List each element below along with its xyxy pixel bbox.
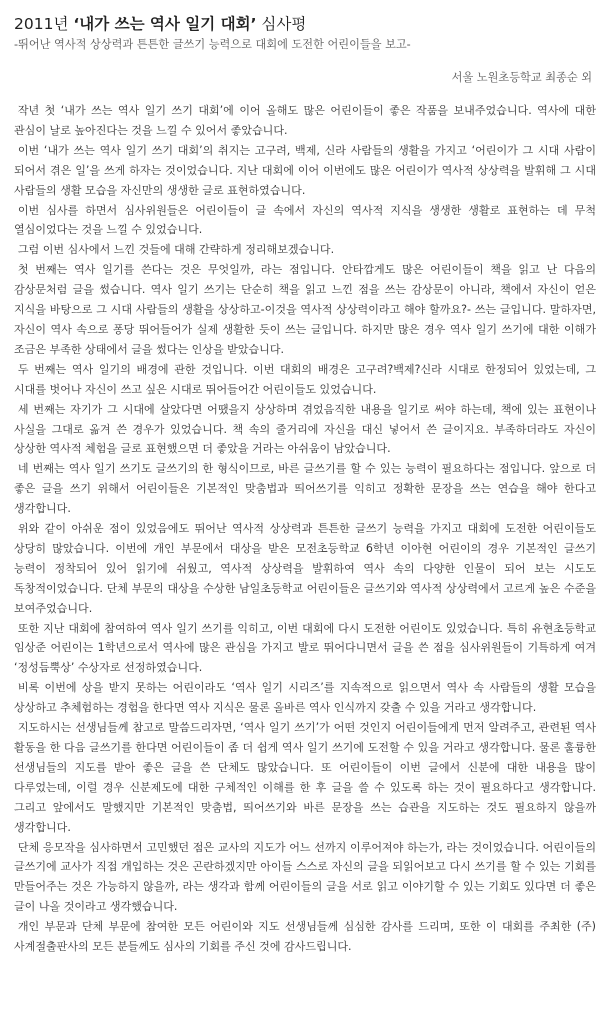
- paragraph: 첫 번째는 역사 일기를 쓴다는 것은 무엇일까, 라는 점입니다. 안타깝게도 많은 어린이들이 책을 읽고 난 다음의 감상문처럼 글을 썼습니다. 역사 일기 쓰기는 단순히 책을 읽고 느낀 점을 쓰는 감상문이 아니라, 책에서 자신이 얻은 지식을 바탕으로 그 시대 사람들의 생활을 상상하고-이것을 역사적 상상력이라고 해야 할까요?- 쓰는 글입니다. 말하자면, 자신이 역사 속으로 퐁당 뛰어들어가 실제 생활한 듯이 쓰는 글입니다. 하지만 많은 경우 역사 일기 쓰기에 대한 이해가 조금은 부족한 상태에서 글을 썼다는 인상을 받았습니다.: [14, 263, 596, 356]
- paragraph: 세 번째는 자기가 그 시대에 살았다면 어땠을지 상상하며 겪었음직한 내용을 일기로 써야 하는데, 책에 있는 표현이나 사실을 그대로 옮겨 쓴 경우가 있었습니다. 책 속의 줄거리에 자신을 대신 넣어서 쓴 글이지요. 부족하더라도 자신이 상상한 역사적 체험을 글로 표현했으면 더 좋았을 거라는 아쉬움이 남았습니다.: [14, 402, 596, 456]
- review-body: [14, 101, 596, 957]
- paragraph: 네 번째는 역사 일기 쓰기도 글쓰기의 한 형식이므로, 바른 글쓰기를 할 수 있는 능력이 필요하다는 점입니다. 앞으로 더 좋은 글을 쓰기 위해서 어린이들은 기본적인 맞춤법과 띄어쓰기를 익히고 정확한 문장을 쓰는 연습을 해야 한다고 생각합니다.: [14, 462, 596, 516]
- paragraph: 단체 응모작을 심사하면서 고민했던 점은 교사의 지도가 어느 선까지 이루어져야 하는가, 라는 것이었습니다. 어린이들의 글쓰기에 교사가 직접 개입하는 것은 곤란하겠지만 아이들 스스로 자신의 글을 되읽어보고 다시 쓰기를 할 수 있는 기회를 만들어주는 것은 가능하지 않을까, 라는 생각과 함께 어린이들의 글을 서로 읽고 이야기할 수 있는 기회도 있다면 더 좋은 글이 나올 것이라고 생각했습니다.: [14, 840, 596, 914]
- title-year: 2011년: [14, 15, 74, 33]
- paragraph: 이번 ‘내가 쓰는 역사 일기 쓰기 대회’의 취지는 고구려, 백제, 신라 사람들의 생활을 가지고 ‘어린이가 그 시대 사람이 되어서 겪은 일’을 쓰게 하자는 것이었습니다. 지난 대회에 이어 이번에도 많은 어린이가 역사적 상상력을 발휘해 그 시대 사람들의 생활 모습을 자신만의 생생한 글로 표현하였습니다.: [14, 143, 596, 197]
- paragraph: 지도하시는 선생님들께 참고로 말씀드리자면, ‘역사 일기 쓰기’가 어떤 것인지 어린이들에게 먼저 알려주고, 관련된 역사 활동을 한 다음 글쓰기를 한다면 어린이들이 좀 더 쉽게 역사 일기 쓰기에 도전할 수 있을 거라고 생각합니다. 물론 훌륭한 선생님들의 지도를 받아 좋은 글을 쓴 단체도 많았습니다. 또 어린이들이 이번 글에서 신분에 대한 내용을 많이 다루었는데, 이럴 경우 신분제도에 대한 구체적인 이해를 한 후 글을 쓸 수 있도록 하는 것이 필요하다고 생각합니다. 그리고 앞에서도 말했지만 기본적인 맞춤법, 띄어쓰기와 바른 문장을 쓰는 습관을 지도하는 것도 필요하지 않을까 생각합니다.: [14, 721, 596, 834]
- author-line: 서울 노원초등학교 최종순 외: [451, 71, 592, 84]
- page-subtitle: -뛰어난 역사적 상상력과 튼튼한 글쓰기 능력으로 대회에 도전한 어린이들을 보고-: [14, 38, 411, 51]
- paragraph: 또한 지난 대회에 참여하여 역사 일기 쓰기를 익히고, 이번 대회에 다시 도전한 어린이도 있었습니다. 특히 유현초등학교 임상준 어린이는 1학년으로서 역사에 많은 관심을 가지고 발로 뛰어다니면서 글을 쓴 점을 심사위원들이 기특하게 여겨 ‘정성듬뿍상’ 수상자로 선정하였습니다.: [14, 621, 596, 675]
- paragraph: 두 번째는 역사 일기의 배경에 관한 것입니다. 이번 대회의 배경은 고구려?백제?신라 시대로 한정되어 있었는데, 그 시대를 벗어나 자신이 쓰고 싶은 시대로 뛰어들어간 어린이들도 있었습니다.: [14, 362, 596, 396]
- paragraph: 위와 같이 아쉬운 점이 있었음에도 뛰어난 역사적 상상력과 튼튼한 글쓰기 능력을 가지고 대회에 도전한 어린이들도 상당히 많았습니다. 이번에 개인 부문에서 대상을 받은 모전초등학교 6학년 이아현 어린이의 경우 기본적인 글쓰기 능력이 정착되어 있어 읽기에 쉬웠고, 역사적 상상력을 발휘하여 역사 속의 다양한 인물이 되어 보는 시도도 독창적이었습니다. 단체 부문의 대상을 수상한 남일초등학교 어린이들은 글쓰기와 역사적 상상력에서 고르게 높은 수준을 보여주었습니다.: [14, 522, 596, 615]
- paragraph: 그럼 이번 심사에서 느낀 것들에 대해 간략하게 정리해보겠습니다.: [17, 243, 335, 257]
- paragraph: 비록 이번에 상을 받지 못하는 어린이라도 ‘역사 일기 시리즈’를 지속적으로 읽으면서 역사 속 사람들의 생활 모습을 상상하고 추체험하는 경험을 한다면 역사 지식은 물론 올바른 역사 인식까지 갖출 수 있을 거라고 생각합니다.: [14, 681, 596, 715]
- title-suffix: 심사평: [256, 15, 307, 33]
- paragraph: 이번 심사를 하면서 심사위원들은 어린이들이 글 속에서 자신의 역사적 지식을 생생한 생활로 표현하는 데 무척 열심이었다는 것을 느낄 수 있었습니다.: [14, 203, 596, 237]
- title-contest-name: ‘내가 쓰는 역사 일기 대회’: [73, 15, 257, 33]
- paragraph: 작년 첫 ‘내가 쓰는 역사 일기 쓰기 대회’에 이어 올해도 많은 어린이들이 좋은 작품을 보내주었습니다. 역사에 대한 관심이 날로 높아진다는 것을 느낄 수 있어서 좋았습니다.: [14, 104, 596, 137]
- page-title: [14, 14, 596, 34]
- paragraph: 개인 부문과 단체 부문에 참여한 모든 어린이와 지도 선생님들께 심심한 감사를 드리며, 또한 이 대회를 주최한 (주)사계절출판사의 모든 분들께도 심사의 기회를 주신 것에 감사드립니다.: [14, 920, 596, 954]
